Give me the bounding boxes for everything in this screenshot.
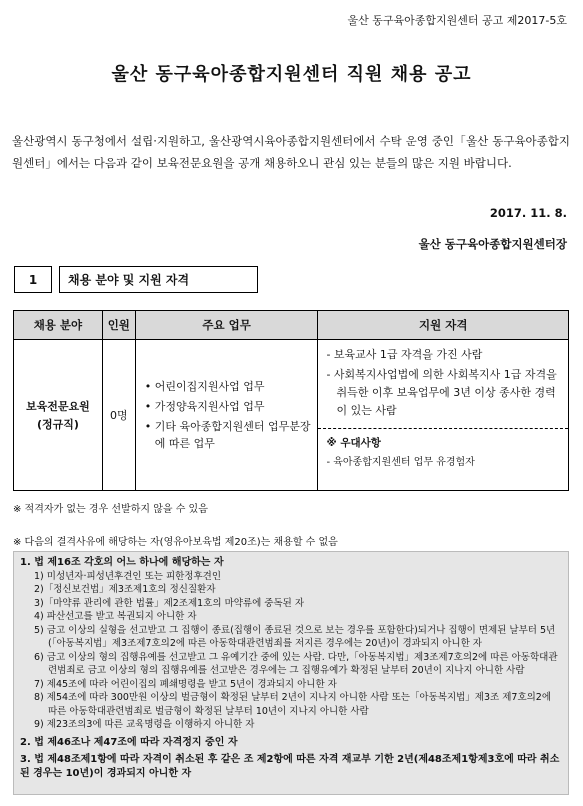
list-item: • 기타 육아종합지원센터 업무분장에 따른 업무 — [145, 418, 313, 452]
header-duties: 주요 업무 — [135, 311, 318, 340]
duties-list — [137, 378, 317, 452]
list-item: 4) 파산선고를 받고 복권되지 아니한 자 — [34, 611, 197, 622]
section-title: 채용 분야 및 지원 자격 — [59, 266, 258, 293]
list-item: 5) 금고 이상의 실형을 선고받고 그 집행이 종료(집행이 종료된 것으로 보는 경우를 포함한다)되거나 집행이 면제된 날부터 5년(「아동복지법」제3조제7호의2에 따른 아동학대관련범죄를 저지른 경우에는 20년)이 경과되지 아니한 자 — [34, 624, 556, 649]
list-item: 9) 제23조의3에 따른 교육명령을 이행하지 아니한 자 — [34, 719, 255, 730]
list-item: - 사회복지사업법에 의한 사회복지사 1급 자격을 취득한 이후 보육업무에 3년 이상 종사한 경력이 있는 사람 — [326, 368, 557, 417]
cell-duties — [135, 340, 318, 491]
disqualification-box — [13, 551, 569, 795]
header-field: 채용 분야 — [14, 311, 103, 340]
table-row — [14, 340, 569, 491]
preferred-title: ※ 우대사항 — [326, 437, 381, 449]
disqualification-item-3: 3. 법 제48조제1항에 따라 자격이 취소된 후 같은 조 제2항에 따른 자격 재교부 기한 2년(제48조제1항제3호에 따라 취소된 경우는 10년)이 경과되지 아니한 자 — [20, 754, 560, 779]
field-name: 보육전문요원 — [26, 400, 90, 413]
list-item: 7) 제45조에 따라 어린이집의 폐쇄명령을 받고 5년이 경과되지 아니한 자 — [34, 678, 337, 690]
page-title: 울산 동구육아종합지원센터 직원 채용 공고 — [111, 64, 472, 85]
list-item: • 어린이집지원사업 업무 — [145, 378, 313, 395]
list-item: 3)「마약류 관리에 관한 법률」제2조제1호의 마약류에 중독된 자 — [34, 597, 305, 609]
list-item: - 보육교사 1급 자격을 가진 사람 — [326, 348, 483, 361]
intro-paragraph: 울산광역시 동구청에서 설립·지원하고, 울산광역시육아종합지원센터에서 수탁 운영 중인「울산 동구육아종합지원센터」에서는 다음과 같이 보육전문요원을 공개 채용하오니 관심 있는 분들의 많은 지원 바랍니다. — [12, 134, 570, 170]
disqualification-item-1: 1. 법 제16조 각호의 어느 하나에 해당하는 자 — [20, 557, 224, 568]
list-item: 6) 금고 이상의 형의 집행유예를 선고받고 그 유예기간 중에 있는 사람. 다만,「아동복지법」제3조제7호의2에 따른 아동학대관련범죄로 금고 이상의 형의 집행유예를 선고받은 경우에는 그 집행유예가 확정된 날부터 20년이 지나지 아니한 사람 — [34, 651, 558, 676]
field-type: (정규직) — [36, 418, 79, 431]
no-hire-note: ※ 적격자가 없는 경우 선발하지 않을 수 있음 — [13, 504, 208, 515]
disqualification-intro: ※ 다음의 결격사유에 해당하는 자(영유아보육법 제20조)는 채용할 수 없음 — [13, 537, 338, 548]
list-item: 1) 미성년자·피성년후견인 또는 피한정후견인 — [34, 570, 222, 582]
organization-name: 울산 동구육아종합지원센터장 — [418, 237, 567, 251]
qualification-list — [318, 340, 568, 428]
list-item: • 가정양육지원사업 업무 — [145, 398, 313, 415]
preferred-section — [318, 428, 568, 474]
list-item: - 육아종합지원센터 업무 유경험자 — [326, 457, 475, 468]
header-qualifications: 지원 자격 — [318, 311, 569, 340]
notice-number: 울산 동구육아종합지원센터 공고 제2017-5호 — [347, 14, 567, 27]
header-count: 인원 — [102, 311, 135, 340]
announcement-date: 2017. 11. 8. — [489, 206, 567, 220]
cell-qualifications — [318, 340, 569, 491]
cell-field — [14, 340, 103, 491]
recruitment-table — [13, 310, 569, 491]
list-item: 2)「정신보건법」제3조제1호의 정신질환자 — [34, 584, 216, 595]
cell-count: 0명 — [102, 340, 135, 491]
table-header-row — [14, 311, 569, 340]
list-item: 8) 제54조에 따라 300만원 이상의 벌금형이 확정된 날부터 2년이 지나지 아니한 사람 또는「아동복지법」제3조 제7호의2에 따른 아동학대관련범죄로 벌금형이 확정된 날부터 10년이 지나지 아니한 사람 — [34, 692, 552, 717]
section-number: 1 — [14, 266, 52, 293]
disqualification-item-2: 2. 법 제46조나 제47조에 따라 자격정지 중인 자 — [20, 736, 238, 748]
